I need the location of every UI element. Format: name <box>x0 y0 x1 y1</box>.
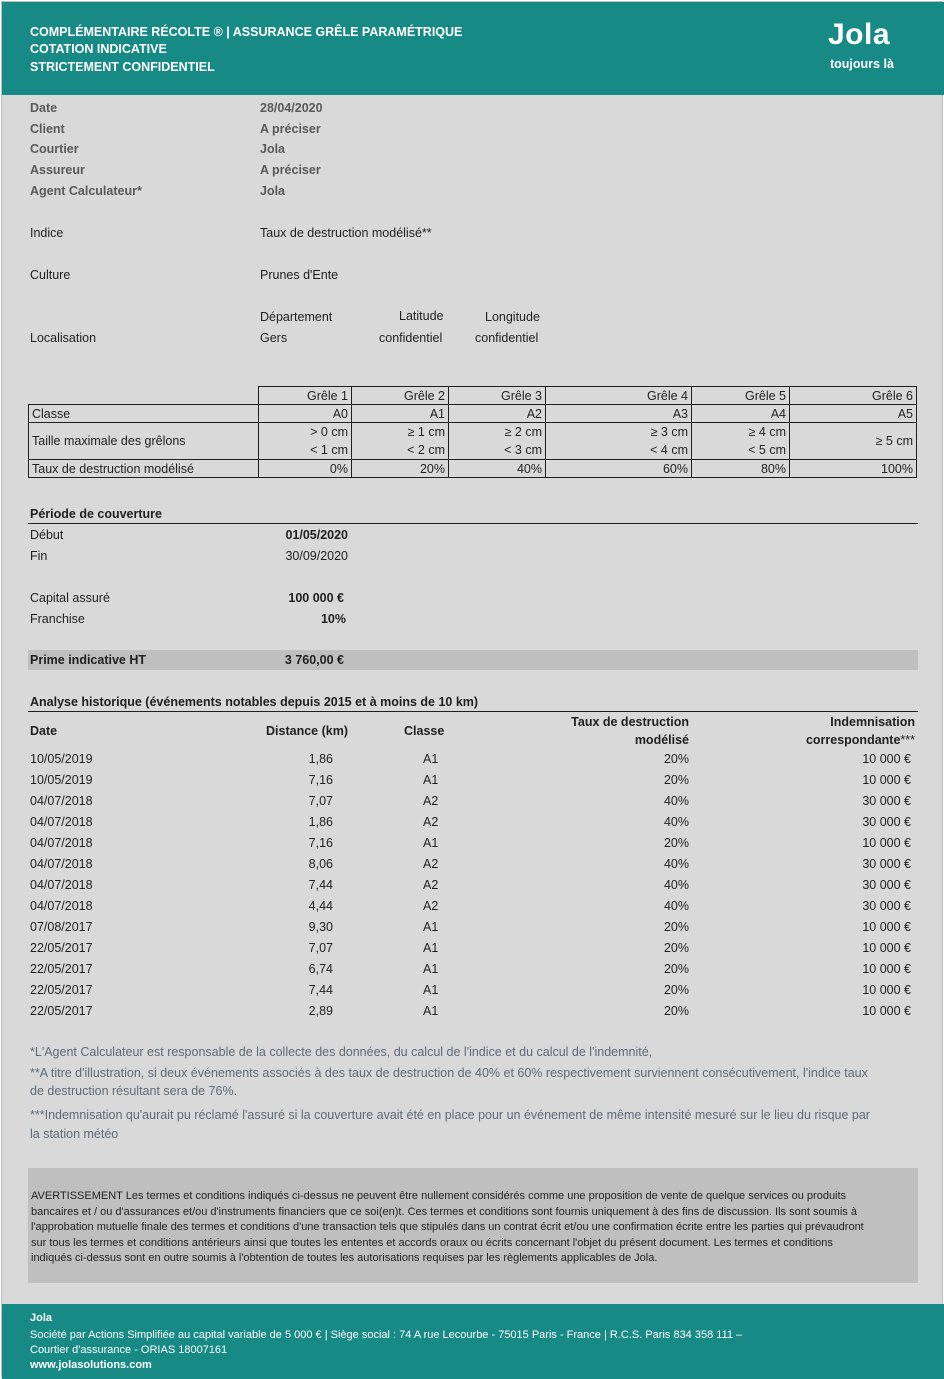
historique-cell-classe: A2 <box>423 794 439 808</box>
warning-line: sur tous les termes et conditions antérieurs ainsi que toutes les ententes et accords oraux ou écrits concernant l'objet du présent document. Les termes et conditions <box>31 1236 833 1249</box>
col-distance-header: Distance (km) <box>266 724 348 738</box>
grele-classe-label: Classe <box>29 405 259 423</box>
historique-cell-taux: 40% <box>663 899 689 913</box>
historique-cell-indem: 30 000 € <box>862 794 911 808</box>
grele-taux-label: Taux de destruction modélisé <box>29 460 259 478</box>
info-label-courtier: Courtier <box>30 142 79 156</box>
grele-classe-row <box>29 405 917 423</box>
indice-label: Indice <box>30 226 64 240</box>
latitude-value: confidentiel <box>379 331 443 345</box>
grele-classe-cell: A1 <box>352 405 449 423</box>
indice-value: Taux de destruction modélisé** <box>260 226 432 240</box>
info-value-date: 28/04/2020 <box>260 101 323 115</box>
col-date-header: Date <box>30 724 58 738</box>
historique-cell-classe: A2 <box>423 857 439 871</box>
historique-cell-taux: 20% <box>663 1004 689 1018</box>
historique-cell-indem: 10 000 € <box>862 752 911 766</box>
warning-line: l'approbation mutuelle finale des termes et conditions d'une transaction tels que stipulés dans un contrat écrit et/ou une confirmation écrite entre les parties qui prévaudront <box>31 1221 864 1233</box>
localisation-label: Localisation <box>30 331 97 345</box>
warning-line: indiqués ci-dessus sont en outre soumis à l'obtention de toutes les autorisations requises par les règlements applicables de Jola. <box>31 1252 658 1264</box>
grele-table <box>28 386 917 478</box>
footer-orias-line: Courtier d'assurance - ORIAS 18007161 <box>30 1344 228 1356</box>
col-taux-header-1: Taux de destruction <box>571 715 689 729</box>
historique-cell-distance: 6,74 <box>308 962 333 976</box>
info-value-agent: Jola <box>260 184 286 198</box>
historique-cell-taux: 20% <box>663 983 689 997</box>
franchise-value: 10% <box>320 612 346 626</box>
historique-cell-date: 22/05/2017 <box>30 1004 93 1018</box>
historique-cell-date: 04/07/2018 <box>30 836 93 850</box>
historique-cell-date: 04/07/2018 <box>30 878 93 892</box>
footer-company-name: Jola <box>30 1312 53 1324</box>
header-quote-line: COTATION INDICATIVE <box>30 42 167 56</box>
grele-taille-cell: ≥ 3 cm < 4 cm <box>546 423 692 460</box>
warning-line: AVERTISSEMENT Les termes et conditions indiqués ci-dessus ne peuvent être nullement considérés comme une proposition de vente de quelque services ou produits <box>31 1190 847 1202</box>
header-banner <box>2 2 944 95</box>
historique-cell-classe: A1 <box>423 773 439 787</box>
info-label-client: Client <box>30 122 65 136</box>
col-indem-header-2: correspondante*** <box>805 733 915 747</box>
historique-divider <box>28 711 918 712</box>
grele-taille-label: Taille maximale des grêlons <box>29 423 259 460</box>
fin-label: Fin <box>30 549 48 563</box>
col-indem-header-1: Indemnisation <box>830 715 915 729</box>
historique-cell-distance: 7,16 <box>308 773 333 787</box>
warning-box <box>28 1168 918 1283</box>
footnote-1: *L'Agent Calculateur est responsable de la collecte des données, du calcul de l'indice et du calcul de l'indemnité, <box>30 1045 653 1059</box>
jola-logo: Jola <box>828 18 891 51</box>
grele-header-4: Grêle 4 <box>546 387 692 405</box>
historique-cell-date: 10/05/2019 <box>30 773 93 787</box>
capital-value: 100 000 € <box>288 591 344 605</box>
grele-taille-cell: ≥ 2 cm < 3 cm <box>449 423 546 460</box>
grele-taux-cell: 40% <box>449 460 546 478</box>
grele-classe-cell: A3 <box>546 405 692 423</box>
grele-taux-row <box>29 460 917 478</box>
historique-cell-indem: 10 000 € <box>862 941 911 955</box>
footer-legal-line: Société par Actions Simplifiée au capital variable de 5 000 € | Siège social : 74 A rue Lecourbe - 75015 Paris - France | R.C.S. Paris 834 358 111 – <box>30 1329 743 1341</box>
historique-cell-distance: 2,89 <box>308 1004 333 1018</box>
grele-header-3: Grêle 3 <box>449 387 546 405</box>
historique-cell-taux: 40% <box>663 815 689 829</box>
historique-cell-taux: 20% <box>663 941 689 955</box>
info-label-assureur: Assureur <box>30 163 85 177</box>
debut-value: 01/05/2020 <box>285 528 348 542</box>
footnote-2a: **A titre d'illustration, si deux événements associés à des taux de destruction de 40% et 60% respectivement surviennent consécutivement, l'indice taux <box>30 1066 868 1080</box>
historique-cell-taux: 40% <box>663 878 689 892</box>
grele-taille-row <box>29 423 917 460</box>
franchise-label: Franchise <box>30 612 85 626</box>
historique-cell-date: 04/07/2018 <box>30 857 93 871</box>
historique-cell-distance: 8,06 <box>308 857 333 871</box>
historique-cell-indem: 30 000 € <box>862 857 911 871</box>
grele-classe-cell: A0 <box>259 405 352 423</box>
historique-cell-distance: 7,07 <box>308 794 333 808</box>
departement-value: Gers <box>260 331 288 345</box>
historique-cell-classe: A1 <box>423 920 439 934</box>
footer-website-link[interactable]: www.jolasolutions.com <box>30 1359 152 1371</box>
grele-header-1: Grêle 1 <box>259 387 352 405</box>
grele-classe-cell: A2 <box>449 405 546 423</box>
historique-cell-classe: A1 <box>423 983 439 997</box>
historique-cell-distance: 7,16 <box>308 836 333 850</box>
header-confidential-line: STRICTEMENT CONFIDENTIEL <box>30 60 215 74</box>
historique-cell-taux: 40% <box>663 794 689 808</box>
grele-taille-cell: ≥ 1 cm < 2 cm <box>352 423 449 460</box>
historique-cell-distance: 7,07 <box>308 941 333 955</box>
prime-label: Prime indicative HT <box>30 653 147 667</box>
historique-cell-taux: 20% <box>663 752 689 766</box>
grele-taux-cell: 80% <box>692 460 790 478</box>
grele-taux-cell: 20% <box>352 460 449 478</box>
info-label-date: Date <box>30 101 58 115</box>
historique-cell-date: 22/05/2017 <box>30 941 93 955</box>
grele-taux-cell: 100% <box>790 460 917 478</box>
historique-cell-classe: A1 <box>423 1004 439 1018</box>
departement-header: Département <box>260 310 333 324</box>
historique-cell-taux: 20% <box>663 773 689 787</box>
grele-header-2: Grêle 2 <box>352 387 449 405</box>
historique-cell-distance: 1,86 <box>308 752 333 766</box>
longitude-value: confidentiel <box>475 331 539 345</box>
historique-cell-date: 04/07/2018 <box>30 794 93 808</box>
grele-header-6: Grêle 6 <box>790 387 917 405</box>
debut-label: Début <box>30 528 64 542</box>
header-product-line: COMPLÉMENTAIRE RÉCOLTE ® | ASSURANCE GRÊLE PARAMÉTRIQUE <box>30 25 463 39</box>
jola-tagline: toujours là <box>830 57 894 71</box>
prime-value: 3 760,00 € <box>284 653 344 667</box>
grele-taille-cell: > 0 cm < 1 cm <box>259 423 352 460</box>
historique-cell-indem: 10 000 € <box>862 836 911 850</box>
historique-cell-distance: 4,44 <box>308 899 333 913</box>
grele-header-row <box>29 387 917 405</box>
historique-cell-indem: 30 000 € <box>862 899 911 913</box>
info-value-courtier: Jola <box>260 142 286 156</box>
footnote-3a: ***Indemnisation qu'aurait pu réclamé l'assuré si la couverture avait été en place pour un événement de même intensité mesuré sur le lieu du risque par <box>30 1108 870 1122</box>
historique-cell-distance: 7,44 <box>308 878 333 892</box>
historique-cell-classe: A2 <box>423 899 439 913</box>
historique-cell-date: 22/05/2017 <box>30 983 93 997</box>
warning-line: bancaires et / ou d'assurances et/ou d'instruments financiers que ce soi(en)t. Ces termes et conditions sont fournis uniquement à des fins de discussion. Ils sont soumis à <box>31 1205 857 1218</box>
fin-value: 30/09/2020 <box>285 549 348 563</box>
historique-cell-taux: 20% <box>663 920 689 934</box>
historique-cell-distance: 1,86 <box>308 815 333 829</box>
grele-classe-cell: A4 <box>692 405 790 423</box>
periode-divider <box>28 523 918 524</box>
historique-cell-classe: A2 <box>423 878 439 892</box>
capital-label: Capital assuré <box>30 591 110 605</box>
historique-cell-classe: A1 <box>423 752 439 766</box>
info-value-assureur: A préciser <box>260 163 321 177</box>
grele-classe-cell: A5 <box>790 405 917 423</box>
info-value-client: A préciser <box>260 122 321 136</box>
historique-cell-indem: 10 000 € <box>862 773 911 787</box>
historique-cell-classe: A1 <box>423 941 439 955</box>
periode-title: Période de couverture <box>30 507 162 521</box>
historique-cell-classe: A1 <box>423 836 439 850</box>
footnote-3b: la station météo <box>30 1127 119 1141</box>
grele-taux-cell: 60% <box>546 460 692 478</box>
prime-bar <box>28 650 918 670</box>
grele-header-5: Grêle 5 <box>692 387 790 405</box>
historique-cell-indem: 30 000 € <box>862 815 911 829</box>
document-page <box>1 1 943 1378</box>
historique-cell-date: 04/07/2018 <box>30 815 93 829</box>
historique-cell-taux: 40% <box>663 857 689 871</box>
footnote-2b: de destruction résultant sera de 76%. <box>30 1084 238 1098</box>
historique-cell-distance: 9,30 <box>308 920 333 934</box>
historique-cell-indem: 10 000 € <box>862 962 911 976</box>
grele-taux-cell: 0% <box>259 460 352 478</box>
info-label-agent: Agent Calculateur* <box>30 184 142 198</box>
historique-cell-date: 07/08/2017 <box>30 920 93 934</box>
historique-cell-date: 04/07/2018 <box>30 899 93 913</box>
historique-cell-date: 22/05/2017 <box>30 962 93 976</box>
grele-taille-cell: ≥ 4 cm < 5 cm <box>692 423 790 460</box>
historique-cell-date: 10/05/2019 <box>30 752 93 766</box>
historique-cell-taux: 20% <box>663 836 689 850</box>
col-classe-header: Classe <box>404 724 445 738</box>
grele-taille-cell: ≥ 5 cm <box>790 423 917 460</box>
historique-cell-indem: 10 000 € <box>862 920 911 934</box>
historique-cell-indem: 30 000 € <box>862 878 911 892</box>
historique-title: Analyse historique (événements notables depuis 2015 et à moins de 10 km) <box>30 695 479 709</box>
latitude-header: Latitude <box>399 309 444 323</box>
historique-cell-taux: 20% <box>663 962 689 976</box>
historique-cell-classe: A1 <box>423 962 439 976</box>
col-taux-header-2: modélisé <box>634 733 689 747</box>
longitude-header: Longitude <box>485 310 540 324</box>
footer-banner <box>2 1304 944 1379</box>
historique-cell-indem: 10 000 € <box>862 1004 911 1018</box>
historique-cell-classe: A2 <box>423 815 439 829</box>
culture-label: Culture <box>30 268 71 282</box>
culture-value: Prunes d'Ente <box>260 268 339 282</box>
historique-cell-distance: 7,44 <box>308 983 333 997</box>
historique-cell-indem: 10 000 € <box>862 983 911 997</box>
